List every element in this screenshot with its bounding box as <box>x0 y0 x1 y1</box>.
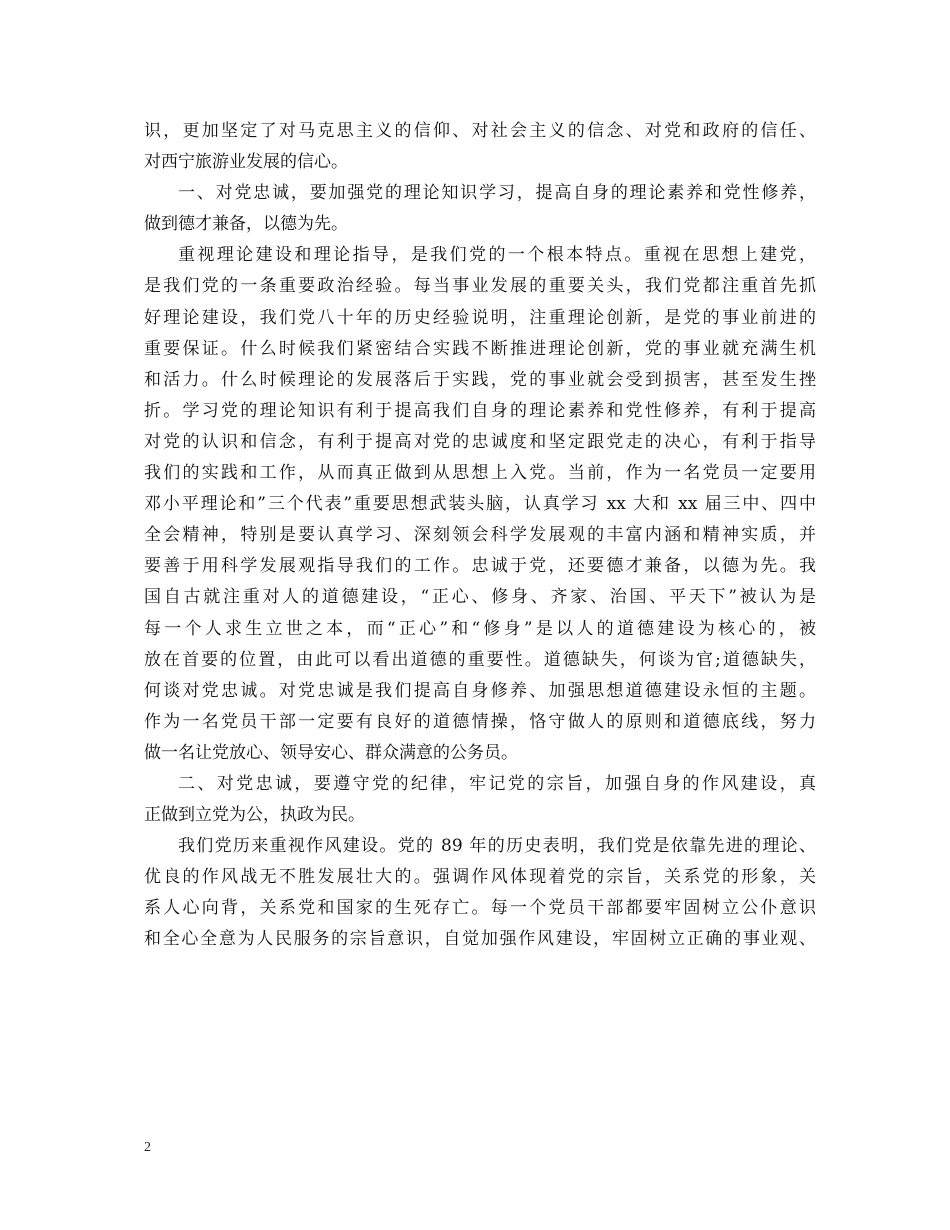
text-line: 作为一名党员干部一定要有良好的道德情操，恪守做人的原则和道德底线，努力 <box>144 711 816 732</box>
text-line: 放在首要的位置，由此可以看出道德的重要性。道德缺失，何谈为官;道德缺失， <box>144 649 816 670</box>
section-heading-line: 一、对党忠诚，要加强党的理论知识学习，提高自身的理论素养和党性修养， <box>178 183 816 204</box>
text-line: 我们党历来重视作风建设。党的 89 年的历史表明，我们党是依靠先进的理论、 <box>178 836 816 857</box>
text-line: 做一名让党放心、领导安心、群众满意的公务员。 <box>144 742 518 763</box>
text-line: 每一个人求生立世之本，而“正心”和“修身”是以人的道德建设为核心的，被 <box>144 618 816 639</box>
section-heading-line: 做到德才兼备，以德为先。 <box>144 214 348 235</box>
text-line: 系人心向背，关系党和国家的生死存亡。每一个党员干部都要牢固树立公仆意识 <box>144 898 816 919</box>
text-line: 对西宁旅游业发展的信心。 <box>144 152 348 173</box>
section-heading-line: 正做到立党为公，执政为民。 <box>144 805 365 826</box>
text-line: 对党的认识和信念，有利于提高对党的忠诚度和坚定跟党走的决心，有利于指导 <box>144 431 816 452</box>
text-line: 优良的作风战无不胜发展壮大的。强调作风体现着党的宗旨，关系党的形象，关 <box>144 867 816 888</box>
text-line: 何谈对党忠诚。对党忠诚是我们提高自身修养、加强思想道德建设永恒的主题。 <box>144 680 816 701</box>
text-line: 好理论建设，我们党八十年的历史经验说明，注重理论创新，是党的事业前进的 <box>144 307 816 328</box>
text-line: 邓小平理论和”三个代表”重要思想武装头脑，认真学习 xx 大和 xx 届三中、四中 <box>144 494 816 515</box>
page-number: 2 <box>144 1140 151 1155</box>
text-line: 识，更加坚定了对马克思主义的信仰、对社会主义的信念、对党和政府的信任、 <box>144 121 816 141</box>
text-line: 是我们党的一条重要政治经验。每当事业发展的重要关头，我们党都注重首先抓 <box>144 276 816 297</box>
text-line: 重视理论建设和理论指导，是我们党的一个根本特点。重视在思想上建党， <box>178 245 816 266</box>
text-line: 要善于用科学发展观指导我们的工作。忠诚于党，还要德才兼备，以德为先。我 <box>144 556 816 577</box>
text-line: 国自古就注重对人的道德建设，“正心、修身、齐家、治国、平天下”被认为是 <box>144 587 816 608</box>
text-line: 折。学习党的理论知识有利于提高我们自身的理论素养和党性修养，有利于提高 <box>144 400 816 421</box>
document-body <box>144 116 816 956</box>
section-heading-line: 二、对党忠诚，要遵守党的纪律，牢记党的宗旨，加强自身的作风建设，真 <box>178 773 816 794</box>
text-line: 和全心全意为人民服务的宗旨意识，自觉加强作风建设，牢固树立正确的事业观、 <box>144 929 816 950</box>
text-line: 全会精神，特别是要认真学习、深刻领会科学发展观的丰富内涵和精神实质，并 <box>144 525 816 546</box>
text-line: 重要保证。什么时候我们紧密结合实践不断推进理论创新，党的事业就充满生机 <box>144 338 816 359</box>
text-line: 和活力。什么时候理论的发展落后于实践，党的事业就会受到损害，甚至发生挫 <box>144 369 816 390</box>
text-line: 我们的实践和工作，从而真正做到从思想上入党。当前，作为一名党员一定要用 <box>144 463 816 484</box>
